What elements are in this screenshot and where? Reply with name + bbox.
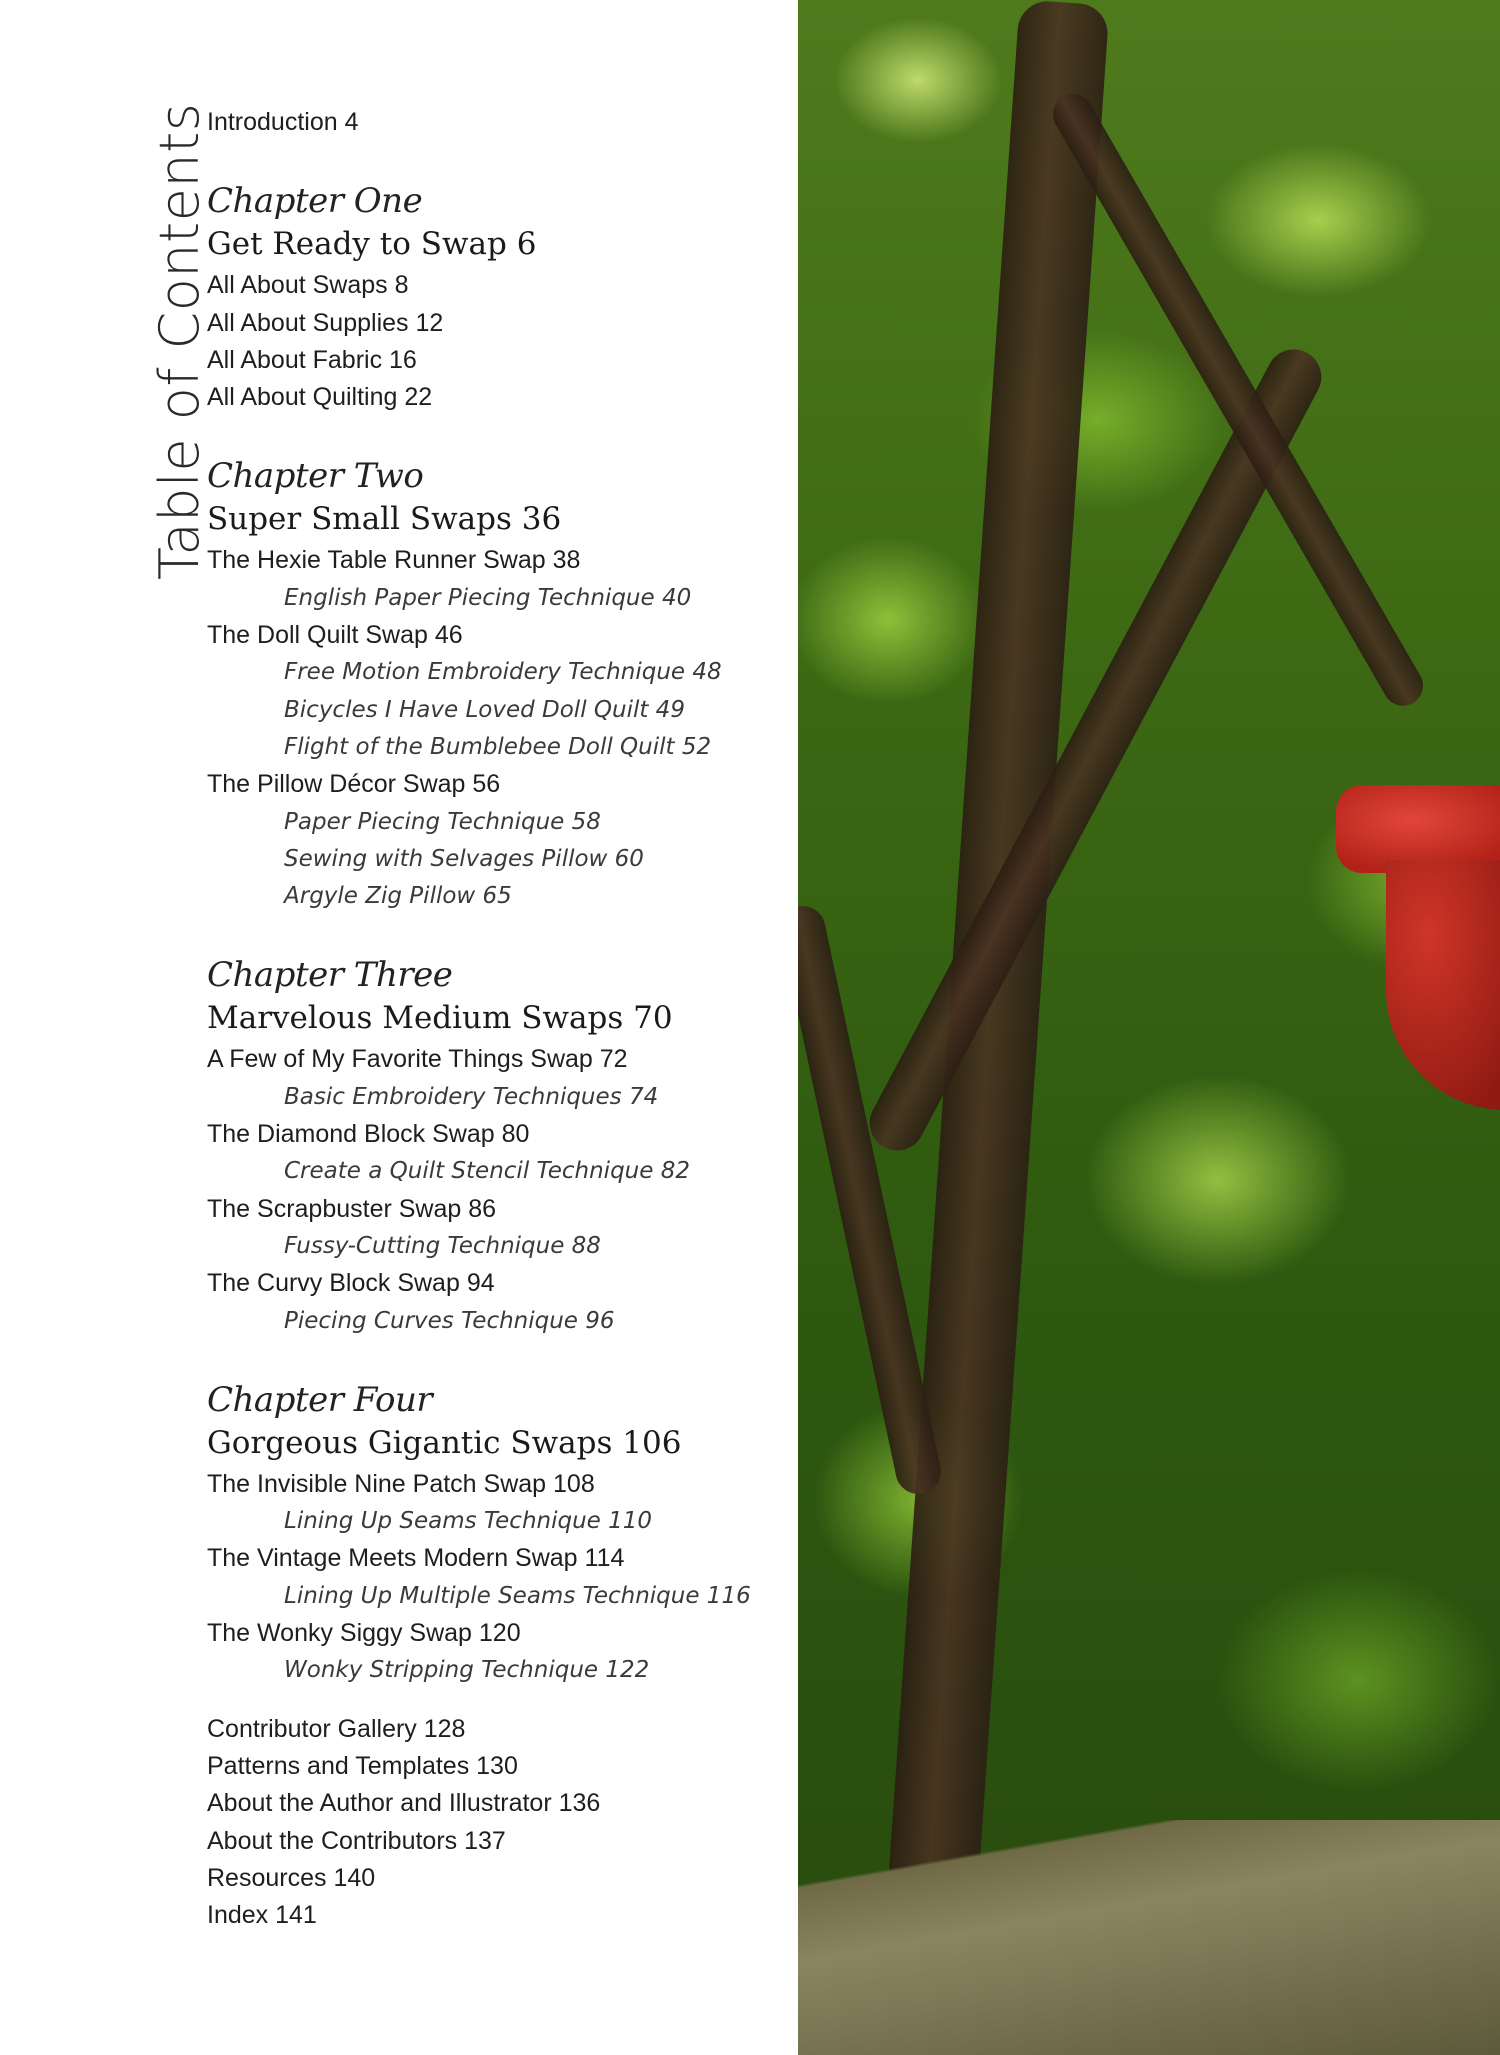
toc-subentry: Lining Up Multiple Seams Technique 116	[284, 1582, 751, 1609]
toc-entry: The Hexie Table Runner Swap 38	[207, 546, 581, 575]
toc-subentry: Create a Quilt Stencil Technique 82	[284, 1158, 690, 1185]
toc-entry: The Diamond Block Swap 80	[207, 1120, 530, 1149]
toc-subentry: Lining Up Seams Technique 110	[284, 1508, 653, 1535]
toc-entry: Contributor Gallery 128	[207, 1714, 466, 1743]
toc-spacer	[207, 141, 787, 162]
toc-subentry: Paper Piecing Technique 58	[284, 808, 601, 835]
toc-entry: The Wonky Siggy Swap 120	[207, 1619, 521, 1648]
chapter-title: Gorgeous Gigantic Swaps 106	[207, 1424, 682, 1461]
toc-subentry: Free Motion Embroidery Technique 48	[284, 659, 722, 686]
chapter-label: Chapter Four	[207, 1379, 433, 1420]
toc-entry: A Few of My Favorite Things Swap 72	[207, 1045, 628, 1074]
toc-entry: Patterns and Templates 130	[207, 1751, 518, 1780]
chapter-label: Chapter One	[207, 181, 423, 222]
toc-subentry: English Paper Piecing Technique 40	[284, 584, 692, 611]
toc-entry: The Scrapbuster Swap 86	[207, 1194, 497, 1223]
toc-subentry: Wonky Stripping Technique 122	[284, 1657, 650, 1684]
chapter-title: Marvelous Medium Swaps 70	[207, 1000, 673, 1037]
toc-entry: Introduction 4	[207, 108, 359, 136]
toc-entry: The Vintage Meets Modern Swap 114	[207, 1544, 625, 1573]
toc-entry: About the Contributors 137	[207, 1826, 506, 1855]
tree-branch	[798, 902, 945, 1498]
toc-entry: The Pillow Décor Swap 56	[207, 770, 501, 799]
toc-subentry: Sewing with Selvages Pillow 60	[284, 845, 644, 872]
tree-branch	[1046, 87, 1431, 713]
toc-entry: All About Swaps 8	[207, 271, 409, 300]
toc-entry: All About Supplies 12	[207, 308, 444, 337]
toc-subentry: Piecing Curves Technique 96	[284, 1307, 615, 1334]
chapter-label: Chapter Three	[207, 955, 453, 996]
toc-spacer	[207, 416, 787, 437]
chapter-label: Chapter Two	[207, 456, 424, 497]
toc-entry: All About Quilting 22	[207, 383, 433, 412]
toc-subentry: Basic Embroidery Techniques 74	[284, 1083, 659, 1110]
toc-spacer	[207, 1690, 787, 1711]
toc-subentry: Bicycles I Have Loved Doll Quilt 49	[284, 696, 685, 723]
toc-entry: The Doll Quilt Swap 46	[207, 621, 463, 650]
tree-trunk	[876, 0, 1109, 2055]
page-title: Table of Contents	[148, 102, 211, 580]
toc-spacer	[207, 1340, 787, 1361]
toc-subentry: Fussy-Cutting Technique 88	[284, 1232, 601, 1259]
toc-entry: About the Author and Illustrator 136	[207, 1789, 601, 1818]
chapter-title: Get Ready to Swap 6	[207, 226, 537, 263]
toc-entry: The Curvy Block Swap 94	[207, 1269, 495, 1298]
stone-ledge	[798, 1820, 1500, 2055]
toc-entry: The Invisible Nine Patch Swap 108	[207, 1469, 595, 1498]
toc-entry: Index 141	[207, 1901, 317, 1930]
toc-spacer	[207, 915, 787, 936]
chapter-title: Super Small Swaps 36	[207, 501, 562, 538]
toc-subentry: Argyle Zig Pillow 65	[284, 883, 512, 910]
toc-list	[207, 104, 787, 1934]
toc-entry: All About Fabric 16	[207, 345, 417, 374]
toc-subentry: Flight of the Bumblebee Doll Quilt 52	[284, 733, 712, 760]
toc-entry: Resources 140	[207, 1863, 376, 1892]
